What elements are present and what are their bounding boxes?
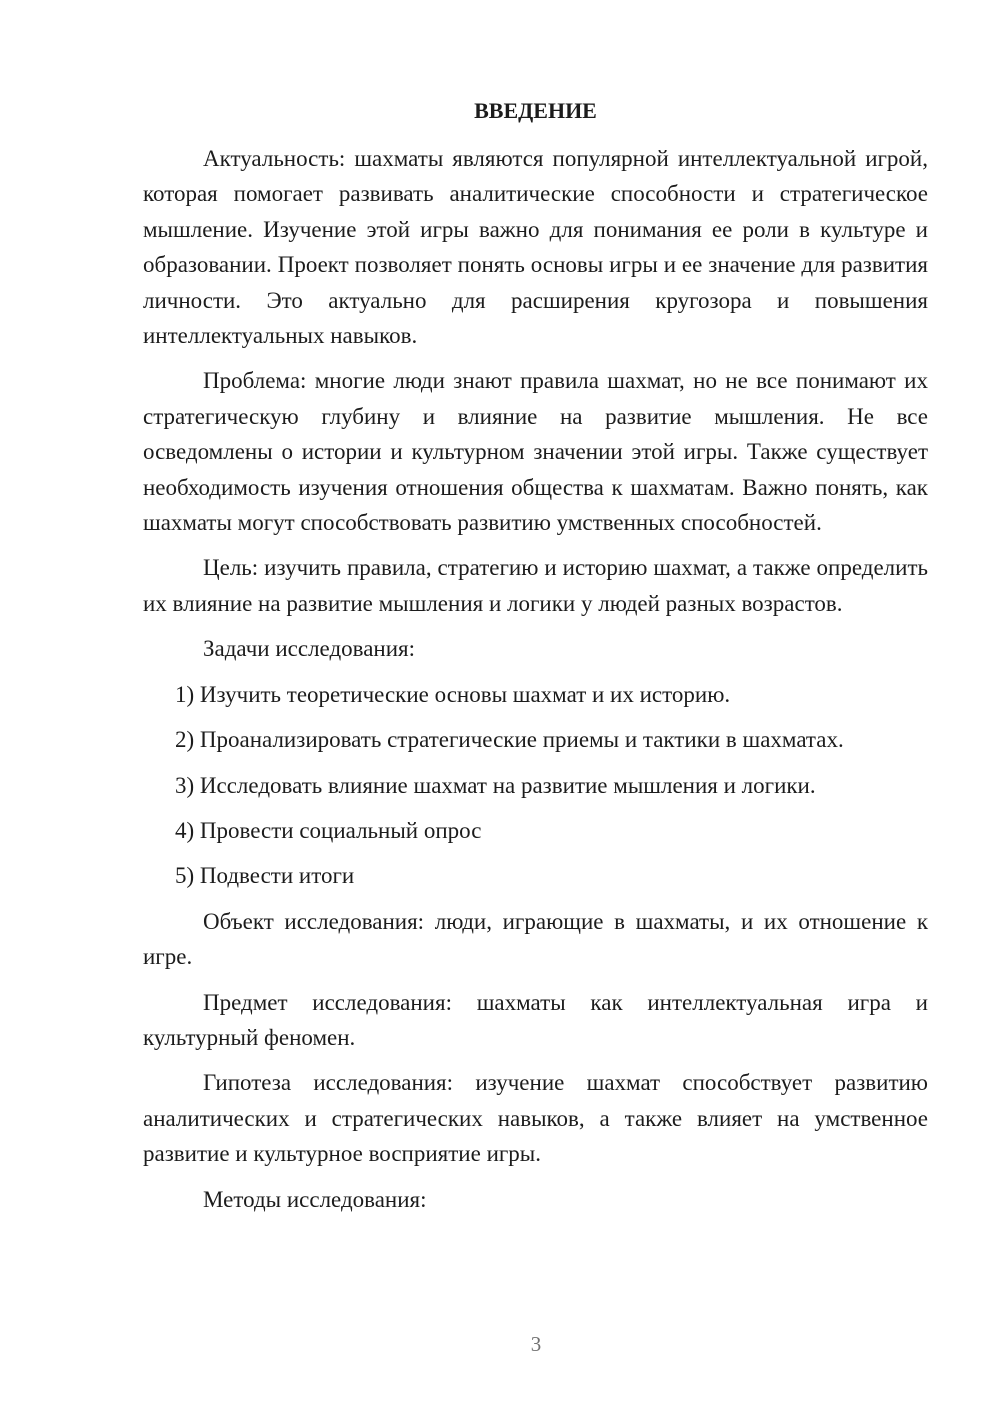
goal-paragraph: Цель: изучить правила, стратегию и историю шахмат, а также определить их влияние на развитие мышления и логики у людей разных возрастов.: [143, 555, 928, 616]
subject-paragraph: Предмет исследования: шахматы как интеллектуальная игра и культурный феномен.: [143, 989, 928, 1050]
tasks-title: Задачи исследования:: [203, 636, 416, 662]
task-item-3: 3) Исследовать влияние шахмат на развитие мышления и логики.: [175, 772, 816, 798]
page-content: [143, 93, 928, 1217]
methods-paragraph: Методы исследования:: [203, 1186, 427, 1212]
hypothesis-paragraph: Гипотеза исследования: изучение шахмат способствует развитию аналитических и стратегических навыков, а также влияет на умственное развитие и культурное восприятие игры.: [143, 1070, 928, 1167]
problem-paragraph: Проблема: многие люди знают правила шахмат, но не все понимают их стратегическую глубину и влияние на развитие мышления. Не все осведомлены о истории и культурном значении этой игры. Также существует необходимость изучения отношения общества к шахматам. Важно понять, как шахматы могут способствовать развитию умственных способностей.: [143, 368, 928, 536]
task-item-2: 2) Проанализировать стратегические приемы и тактики в шахматах.: [175, 727, 844, 753]
object-paragraph: Объект исследования: люди, играющие в шахматы, и их отношение к игре.: [143, 908, 928, 970]
page-number: 3: [530, 1332, 542, 1356]
task-item-5: 5) Подвести итоги: [175, 863, 355, 889]
task-item-1: 1) Изучить теоретические основы шахмат и их историю.: [175, 681, 731, 707]
task-item-4: 4) Провести социальный опрос: [175, 817, 482, 843]
relevance-paragraph: Актуальность: шахматы являются популярной интеллектуальной игрой, которая помогает развивать аналитические способности и стратегическое мышление. Изучение этой игры важно для понимания ее роли в культуре и образовании. Проект позволяет понять основы игры и ее значение для развития личности. Это актуально для расширения кругозора и повышения интеллектуальных навыков.: [143, 146, 928, 349]
section-heading: ВВЕДЕНИЕ: [474, 98, 597, 123]
